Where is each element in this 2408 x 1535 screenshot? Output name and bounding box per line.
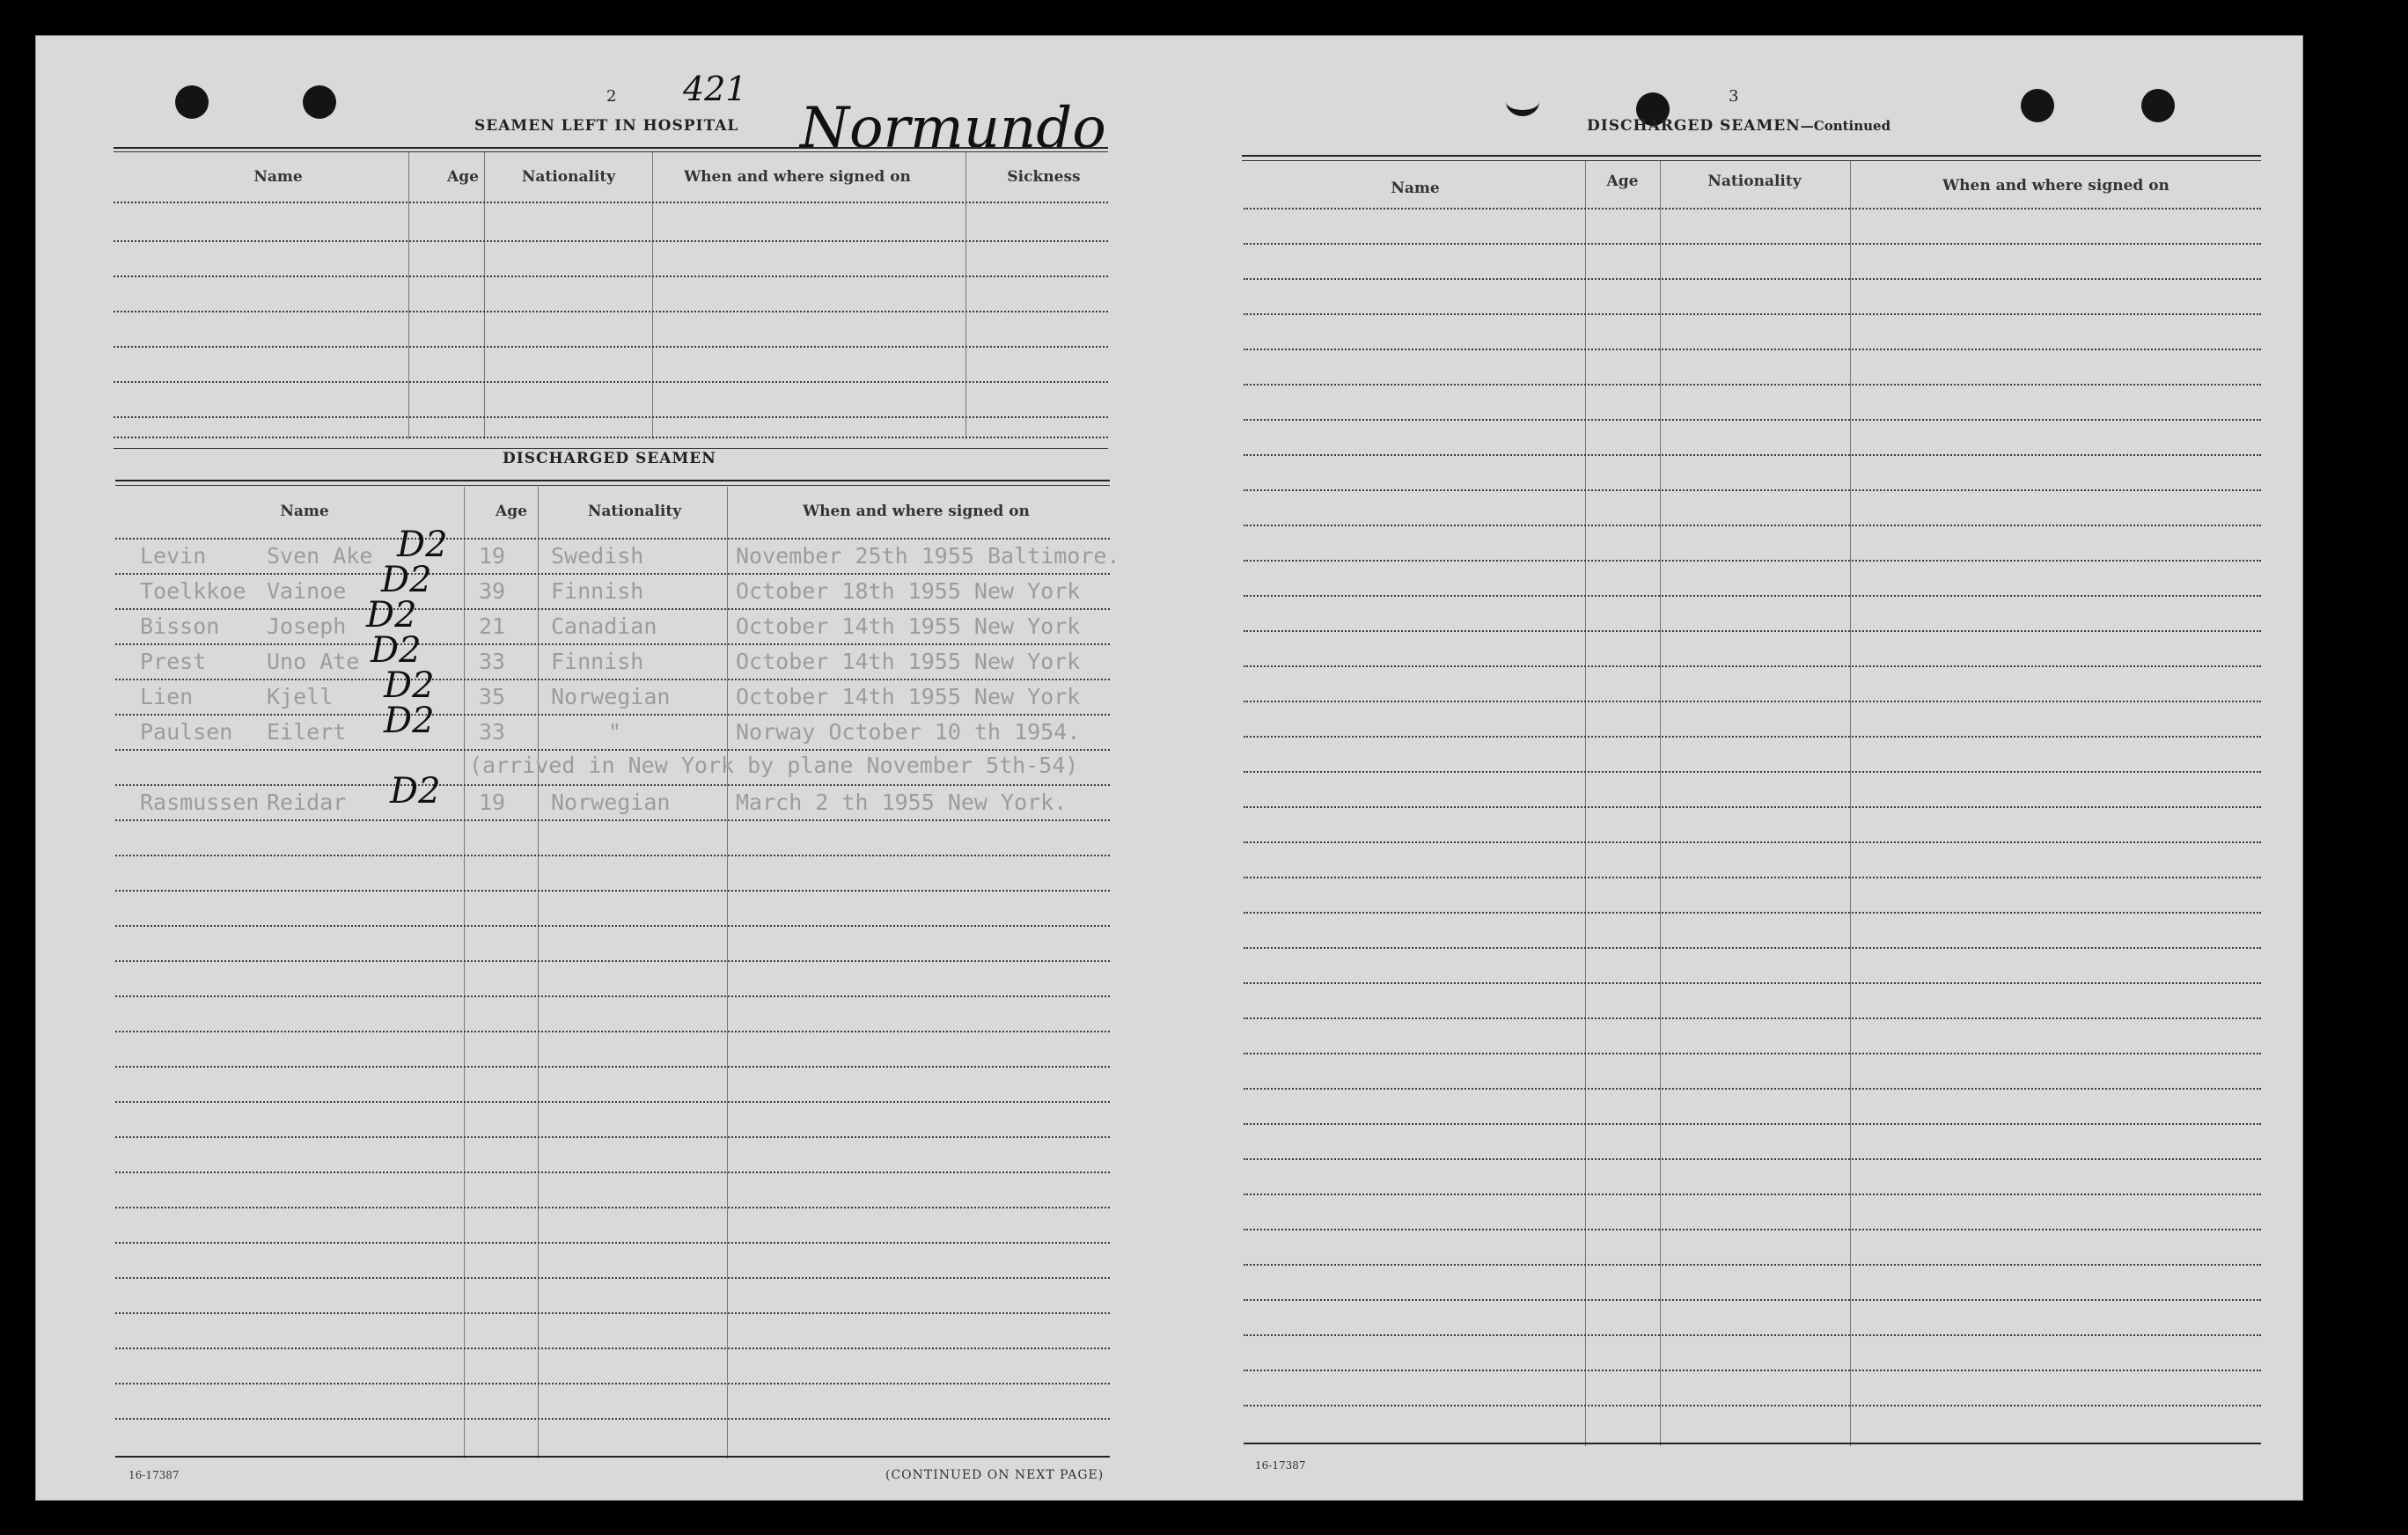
table-row <box>115 1136 1110 1138</box>
discharged-col-name: Name <box>280 503 329 520</box>
column-divider <box>1585 161 1586 1446</box>
table-row <box>1244 278 2261 280</box>
seaman-signed-on: November 25th 1955 Baltimore. <box>736 543 1120 569</box>
seaman-nationality: Finnish <box>551 578 644 604</box>
seaman-nationality: Canadian <box>551 613 657 639</box>
table-row <box>1244 947 2261 949</box>
column-divider <box>408 152 409 439</box>
table-top-rule <box>114 151 1108 152</box>
seaman-age: 21 <box>479 613 506 639</box>
table-row <box>1244 349 2261 350</box>
column-divider <box>1850 161 1851 1446</box>
discharged-col-signed-on: When and where signed on <box>803 503 1030 520</box>
seaman-nationality: Norwegian <box>551 790 671 815</box>
handwritten-ship-name: Normundo <box>800 96 1106 161</box>
section-rule <box>114 448 1108 449</box>
seaman-signed-on: March 2 th 1955 New York. <box>736 790 1068 815</box>
table-row <box>1244 525 2261 526</box>
table-row <box>1244 489 2261 491</box>
table-row <box>114 311 1108 312</box>
table-top-rule <box>114 147 1108 149</box>
discharge-mark: D2 <box>371 630 422 671</box>
seaman-nationality: Swedish <box>551 543 644 569</box>
arrival-note: (arrived in New York by plane November 5th-54) <box>469 753 1079 778</box>
table-bottom-rule <box>1244 1443 2261 1444</box>
hospital-col-nationality: Nationality <box>521 168 616 186</box>
right-col-name: Name <box>1391 180 1440 197</box>
table-row <box>114 275 1108 277</box>
handwritten-number: 421 <box>683 70 747 108</box>
table-row <box>115 784 1110 786</box>
table-row <box>115 1031 1110 1032</box>
table-row <box>115 538 1110 540</box>
table-row <box>115 1207 1110 1208</box>
seaman-nationality: " <box>608 719 622 745</box>
seaman-signed-on: October 14th 1955 New York <box>736 613 1081 639</box>
table-row <box>115 1418 1110 1420</box>
seaman-signed-on: Norway October 10 th 1954. <box>736 719 1081 745</box>
table-row <box>1244 1017 2261 1019</box>
table-row <box>115 960 1110 962</box>
right-form-number: 16-17387 <box>1255 1459 1306 1472</box>
table-row <box>114 437 1108 438</box>
seaman-signed-on: October 14th 1955 New York <box>736 649 1081 674</box>
discharge-mark: D2 <box>390 771 441 812</box>
table-row <box>115 995 1110 997</box>
table-row <box>1244 771 2261 773</box>
discharged-col-nationality: Nationality <box>587 503 682 520</box>
discharge-mark: D2 <box>397 525 448 565</box>
seaman-age: 39 <box>479 578 506 604</box>
table-row <box>115 855 1110 856</box>
seaman-given-name: Sven Ake <box>267 543 373 569</box>
table-row <box>115 1312 1110 1314</box>
table-row <box>1244 1405 2261 1406</box>
seaman-signed-on: October 18th 1955 New York <box>736 578 1081 604</box>
table-row <box>115 1277 1110 1279</box>
table-row <box>1244 912 2261 914</box>
right-page-number: 3 <box>1729 87 1739 106</box>
table-row <box>1244 384 2261 386</box>
discharge-mark: D2 <box>384 665 435 706</box>
punch-hole <box>2141 89 2175 122</box>
seaman-given-name: Vainoe <box>267 578 347 604</box>
table-row <box>1244 1264 2261 1266</box>
table-row <box>1244 208 2261 209</box>
hospital-section-title: SEAMEN LEFT IN HOSPITAL <box>474 117 739 135</box>
discharge-mark: D2 <box>366 595 417 635</box>
table-row <box>1244 313 2261 315</box>
table-row <box>1244 1123 2261 1125</box>
table-bottom-rule <box>115 1456 1110 1458</box>
hospital-col-name: Name <box>253 168 303 186</box>
table-top-rule <box>115 485 1110 486</box>
table-row <box>115 1101 1110 1103</box>
table-top-rule <box>115 480 1110 481</box>
table-row <box>1244 665 2261 667</box>
seaman-surname: Rasmussen <box>140 790 260 815</box>
table-row <box>1244 701 2261 702</box>
seaman-surname: Paulsen <box>140 719 233 745</box>
seaman-surname: Levin <box>140 543 207 569</box>
right-col-nationality: Nationality <box>1707 173 1802 190</box>
table-row <box>114 240 1108 242</box>
right-title-suffix: —Continued <box>1800 118 1891 134</box>
table-row <box>1244 1229 2261 1230</box>
continued-note: (CONTINUED ON NEXT PAGE) <box>885 1468 1105 1482</box>
table-row <box>1244 1334 2261 1336</box>
right-col-age: Age <box>1606 173 1639 190</box>
seaman-age: 19 <box>479 543 506 569</box>
table-row <box>115 819 1110 821</box>
table-row <box>1244 1053 2261 1054</box>
table-row <box>115 608 1110 610</box>
seaman-given-name: Kjell <box>267 684 334 709</box>
column-divider <box>652 152 653 439</box>
table-row <box>115 749 1110 751</box>
seaman-signed-on: October 14th 1955 New York <box>736 684 1081 709</box>
table-row <box>1244 419 2261 421</box>
column-divider <box>484 152 485 439</box>
table-row <box>1244 1158 2261 1160</box>
table-row <box>115 573 1110 575</box>
punch-hole <box>2021 89 2054 122</box>
table-row <box>1244 806 2261 808</box>
table-row <box>1244 1370 2261 1371</box>
left-form-number: 16-17387 <box>128 1469 180 1481</box>
table-row <box>1244 1193 2261 1195</box>
hospital-col-signed-on: When and where signed on <box>684 168 911 186</box>
table-row <box>115 679 1110 680</box>
seaman-given-name: Eilert <box>267 719 347 745</box>
table-row <box>115 1383 1110 1384</box>
discharge-mark: D2 <box>381 560 432 600</box>
table-row <box>115 1348 1110 1349</box>
hospital-col-sickness: Sickness <box>1007 168 1081 186</box>
table-row <box>115 714 1110 716</box>
discharge-mark: D2 <box>384 701 435 741</box>
right-section-title <box>1587 117 1890 135</box>
seaman-given-name: Joseph <box>267 613 347 639</box>
table-top-rule <box>1242 155 2261 157</box>
right-col-signed-on: When and where signed on <box>1942 177 2169 195</box>
seaman-age: 33 <box>479 649 506 674</box>
table-row <box>1244 841 2261 843</box>
punch-hole <box>175 85 209 119</box>
table-row <box>114 381 1108 383</box>
table-row <box>1244 595 2261 597</box>
seaman-surname: Prest <box>140 649 207 674</box>
discharged-col-age: Age <box>496 503 527 520</box>
seaman-given-name: Uno Ate <box>267 649 360 674</box>
seaman-surname: Bisson <box>140 613 220 639</box>
table-row <box>115 1066 1110 1068</box>
table-row <box>115 890 1110 892</box>
record-sheet <box>35 35 2303 1501</box>
hospital-col-age: Age <box>447 168 479 186</box>
table-row <box>1244 243 2261 245</box>
table-row <box>1244 877 2261 878</box>
table-row <box>115 1171 1110 1173</box>
table-row <box>1244 736 2261 738</box>
seaman-age: 19 <box>479 790 506 815</box>
discharged-section-title: DISCHARGED SEAMEN <box>503 450 716 467</box>
left-page-number: 2 <box>606 87 617 106</box>
table-row <box>1244 1088 2261 1090</box>
seaman-surname: Lien <box>140 684 194 709</box>
table-row <box>115 925 1110 927</box>
seaman-age: 33 <box>479 719 506 745</box>
table-row <box>114 202 1108 203</box>
table-row <box>1244 560 2261 562</box>
table-row <box>114 416 1108 418</box>
table-row <box>114 346 1108 348</box>
table-row <box>115 1242 1110 1244</box>
seaman-nationality: Norwegian <box>551 684 671 709</box>
table-row <box>115 643 1110 645</box>
table-top-rule <box>1242 160 2261 161</box>
column-divider <box>965 152 966 439</box>
seaman-age: 35 <box>479 684 506 709</box>
table-row <box>1244 1299 2261 1301</box>
punch-hole <box>303 85 336 119</box>
seaman-surname: Toelkkoe <box>140 578 246 604</box>
seaman-nationality: Finnish <box>551 649 644 674</box>
punch-hole <box>1506 87 1539 116</box>
table-row <box>1244 630 2261 632</box>
seaman-given-name: Reidar <box>267 790 347 815</box>
column-divider <box>1660 161 1661 1446</box>
table-row <box>1244 982 2261 984</box>
table-row <box>1244 454 2261 456</box>
right-title-main: DISCHARGED SEAMEN <box>1587 117 1801 135</box>
